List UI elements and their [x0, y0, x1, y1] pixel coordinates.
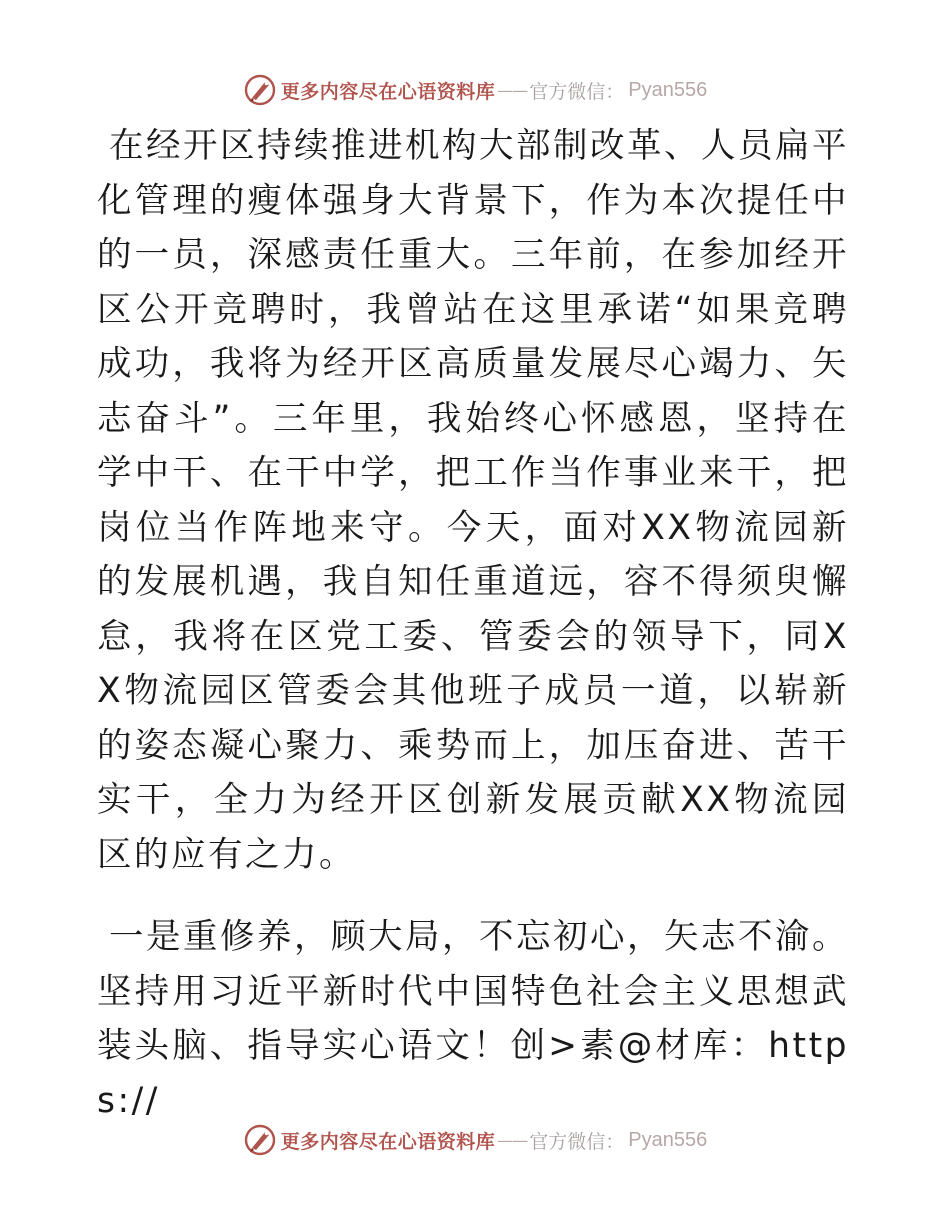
banner-wechat-label: 官方微信：: [529, 1130, 625, 1153]
banner-title: 更多内容尽在心语资料库: [280, 1130, 496, 1153]
paragraph-1: 在经开区持续推进机构大部制改革、人员扁平化管理的瘦体强身大背景下，作为本次提任中的一员，深感责任重大。三年前，在参加经开区公开竞聘时，我曾站在这里承诺“如果竞聘成功，我将为经开区高质量发展尽心竭力、矢志奋斗”。三年里，我始终心怀感恩，坚持在学中干、在干中学，把工作当作事业来干，把岗位当作阵地来守。今天，面对XX物流园新的发展机遇，我自知任重道远，容不得须臾懈怠，我将在区党工委、管委会的领导下，同XX物流园区管委会其他班子成员一道，以崭新的姿态凝心聚力、乘势而上，加压奋进、苦干实干，全力为经开区创新发展贡献XX物流园区的应有之力。: [97, 126, 849, 875]
banner-wechat-label: 官方微信：: [529, 80, 625, 103]
banner-dash: ——: [497, 1130, 528, 1150]
footer-banner: [0, 1122, 950, 1158]
banner-wechat-id: Pyan556: [628, 1128, 708, 1151]
pen-quill-logo-icon: [243, 73, 277, 107]
header-banner: [0, 72, 950, 108]
paragraph-2: 一是重修养，顾大局，不忘初心，矢志不渝。坚持用习近平新时代中国特色社会主义思想武装头脑、指导实心语文！创>素@材库：https://: [97, 917, 849, 1121]
document-body: [97, 119, 849, 1128]
banner-title: 更多内容尽在心语资料库: [280, 80, 496, 103]
pen-quill-logo-icon: [243, 1123, 277, 1157]
banner-dash: ——: [497, 80, 528, 100]
banner-wechat-id: Pyan556: [628, 78, 708, 101]
